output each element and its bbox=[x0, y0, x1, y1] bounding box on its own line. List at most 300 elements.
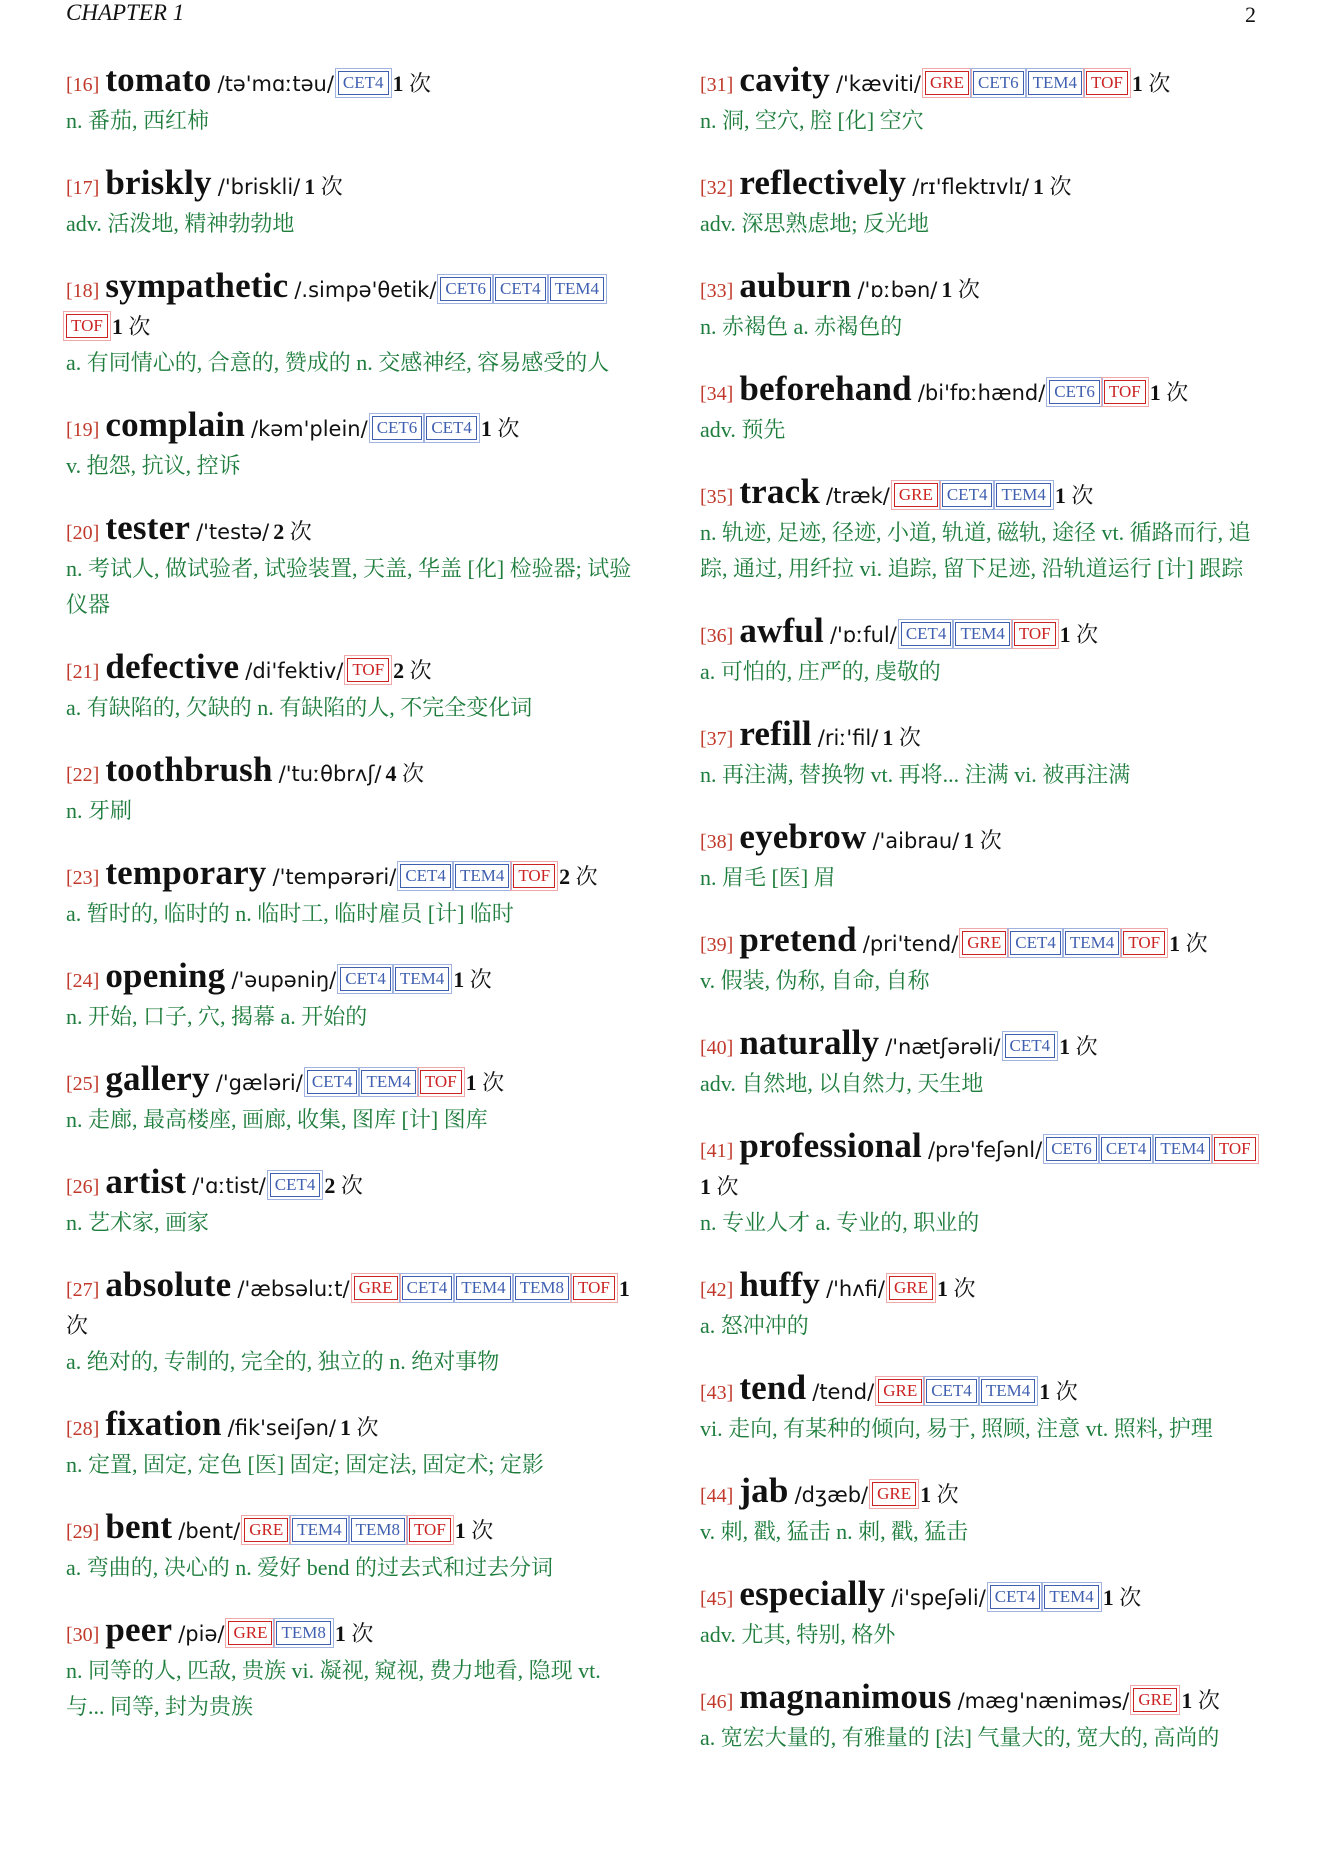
count-number: 1 bbox=[454, 1518, 466, 1543]
pronunciation: /.simpə'θetik/ bbox=[294, 278, 437, 302]
occurrence-count bbox=[112, 314, 151, 339]
pronunciation: /di'fektiv/ bbox=[245, 659, 344, 683]
count-number: 1 bbox=[1149, 380, 1161, 405]
vocab-entry bbox=[66, 1406, 636, 1483]
vocab-entry bbox=[700, 1267, 1270, 1344]
vocab-entry bbox=[66, 1612, 636, 1725]
definition: n. 轨迹, 足迹, 径迹, 小道, 轨道, 磁轨, 途径 vt. 循路而行, 追踪, 通过, 用纤拉 vi. 追踪, 留下足迹, 沿轨道运行 [计] 跟踪 bbox=[700, 520, 1251, 581]
exam-tag: TOF bbox=[66, 314, 108, 338]
count-number: 1 bbox=[1033, 174, 1045, 199]
pronunciation: /'testə/ bbox=[196, 520, 270, 544]
occurrence-count bbox=[1059, 1034, 1098, 1059]
exam-tag: GRE bbox=[889, 1276, 933, 1300]
exam-tag: TOF bbox=[420, 1070, 462, 1094]
entry-headline bbox=[700, 1679, 1270, 1720]
pronunciation: /dʒæb/ bbox=[794, 1483, 869, 1507]
entry-headline bbox=[700, 716, 1270, 757]
definition: a. 暂时的, 临时的 n. 临时工, 临时雇员 [计] 临时 bbox=[66, 901, 514, 926]
entry-headline bbox=[700, 371, 1270, 412]
exam-tag: CET4 bbox=[338, 71, 389, 95]
exam-tag: TEM4 bbox=[1155, 1137, 1209, 1161]
vocab-entry bbox=[700, 268, 1270, 345]
pronunciation: /fik'seiʃən/ bbox=[227, 1416, 336, 1440]
exam-tag: TEM4 bbox=[996, 483, 1050, 507]
exam-tag: CET4 bbox=[402, 1276, 453, 1300]
count-unit: 次 bbox=[1044, 174, 1072, 199]
entry-index: [38] bbox=[700, 831, 734, 853]
exam-tag: CET6 bbox=[1049, 380, 1100, 404]
pronunciation: /'kæviti/ bbox=[835, 72, 921, 96]
entry-headline bbox=[700, 1576, 1270, 1617]
entry-headline bbox=[66, 1061, 636, 1102]
count-number: 1 bbox=[1059, 622, 1071, 647]
vocab-entry bbox=[66, 165, 636, 242]
occurrence-count bbox=[324, 1173, 363, 1198]
count-number: 1 bbox=[1059, 1034, 1071, 1059]
count-unit: 次 bbox=[1070, 622, 1099, 647]
entry-headline bbox=[66, 62, 636, 103]
occurrence-count bbox=[1033, 174, 1072, 199]
pronunciation: /'gæləri/ bbox=[215, 1071, 303, 1095]
entry-index: [25] bbox=[66, 1073, 100, 1095]
entry-headline bbox=[66, 855, 636, 896]
vocab-entry bbox=[700, 1025, 1270, 1102]
count-unit: 次 bbox=[1070, 1034, 1098, 1059]
pronunciation: /riː'fil/ bbox=[817, 726, 879, 750]
definition: n. 定置, 固定, 定色 [医] 固定; 固定法, 固定术; 定影 bbox=[66, 1452, 544, 1477]
pronunciation: /prə'feʃənl/ bbox=[927, 1138, 1043, 1162]
count-number: 1 bbox=[304, 174, 316, 199]
vocab-entry bbox=[66, 649, 636, 726]
occurrence-count bbox=[340, 1415, 379, 1440]
entry-index: [35] bbox=[700, 486, 734, 508]
headword: pretend bbox=[739, 920, 857, 959]
occurrence-count bbox=[1132, 71, 1171, 96]
exam-tag: CET6 bbox=[973, 71, 1024, 95]
entry-index: [31] bbox=[700, 74, 734, 96]
vocab-entry bbox=[66, 268, 636, 381]
entry-index: [21] bbox=[66, 661, 100, 683]
exam-tag: CET4 bbox=[1005, 1034, 1056, 1058]
count-number: 1 bbox=[392, 71, 404, 96]
exam-tag: CET4 bbox=[270, 1173, 321, 1197]
exam-tag: TOF bbox=[573, 1276, 615, 1300]
entry-index: [27] bbox=[66, 1279, 100, 1301]
definition: n. 眉毛 [医] 眉 bbox=[700, 865, 836, 890]
headword: fixation bbox=[105, 1404, 222, 1443]
headword: reflectively bbox=[739, 163, 907, 202]
exam-tag: TEM4 bbox=[981, 1379, 1035, 1403]
pronunciation: /'ɒːbən/ bbox=[857, 278, 938, 302]
entry-index: [30] bbox=[66, 1624, 100, 1646]
definition: n. 再注满, 替换物 vt. 再将... 注满 vi. 被再注满 bbox=[700, 762, 1131, 787]
exam-tag: TOF bbox=[347, 658, 389, 682]
occurrence-count bbox=[481, 416, 520, 441]
exam-tag: TEM4 bbox=[455, 864, 509, 888]
entry-headline bbox=[66, 958, 636, 999]
count-number: 1 bbox=[1131, 71, 1143, 96]
definition: n. 专业人才 a. 专业的, 职业的 bbox=[700, 1210, 980, 1235]
definition: n. 开始, 口子, 穴, 揭幕 a. 开始的 bbox=[66, 1004, 368, 1029]
headword: tend bbox=[739, 1368, 807, 1407]
entry-index: [20] bbox=[66, 522, 100, 544]
pronunciation: /'tempərəri/ bbox=[272, 865, 397, 889]
vocab-entry bbox=[700, 62, 1270, 139]
entry-headline bbox=[66, 752, 636, 793]
pronunciation: /'əupəniŋ/ bbox=[231, 968, 337, 992]
count-number: 1 bbox=[936, 1276, 948, 1301]
count-number: 4 bbox=[385, 761, 397, 786]
entry-index: [36] bbox=[700, 625, 734, 647]
entry-index: [29] bbox=[66, 1521, 100, 1543]
count-number: 2 bbox=[324, 1173, 336, 1198]
entry-headline bbox=[700, 1267, 1270, 1308]
pronunciation: /'aibrau/ bbox=[872, 829, 960, 853]
count-unit: 次 bbox=[66, 1313, 89, 1338]
pronunciation: /i'speʃəli/ bbox=[891, 1586, 986, 1610]
entry-headline bbox=[66, 1406, 636, 1447]
vocab-entry bbox=[700, 1473, 1270, 1550]
definition: a. 弯曲的, 决心的 n. 爱好 bend 的过去式和过去分词 bbox=[66, 1555, 554, 1580]
count-number: 1 bbox=[920, 1482, 932, 1507]
count-unit: 次 bbox=[974, 828, 1002, 853]
occurrence-count bbox=[386, 761, 425, 786]
definition: a. 宽宏大量的, 有雅量的 [法] 气量大的, 宽大的, 高尚的 bbox=[700, 1725, 1220, 1750]
headword: opening bbox=[105, 956, 226, 995]
entry-headline bbox=[66, 1509, 636, 1550]
entry-index: [46] bbox=[700, 1691, 734, 1713]
entry-index: [19] bbox=[66, 419, 100, 441]
left-column bbox=[66, 62, 636, 1725]
exam-tag: TEM4 bbox=[550, 277, 604, 301]
exam-tag: TEM4 bbox=[1028, 71, 1082, 95]
entry-headline bbox=[700, 1473, 1270, 1514]
entry-headline bbox=[700, 474, 1270, 515]
vocab-entry bbox=[700, 1370, 1270, 1447]
vocab-entry bbox=[700, 474, 1270, 587]
exam-tag: CET4 bbox=[307, 1070, 358, 1094]
exam-tag: CET4 bbox=[495, 277, 546, 301]
exam-tag: TOF bbox=[513, 864, 555, 888]
headword: professional bbox=[739, 1126, 922, 1165]
count-unit: 次 bbox=[350, 1415, 379, 1440]
exam-tag: GRE bbox=[925, 71, 969, 95]
headword: magnanimous bbox=[739, 1677, 952, 1716]
exam-tag: CET4 bbox=[1101, 1137, 1152, 1161]
entry-headline bbox=[700, 165, 1270, 206]
pronunciation: /træk/ bbox=[826, 484, 890, 508]
occurrence-count bbox=[700, 1174, 739, 1199]
entry-index: [39] bbox=[700, 934, 734, 956]
entry-index: [37] bbox=[700, 728, 734, 750]
vocab-entry bbox=[66, 958, 636, 1035]
occurrence-count bbox=[1039, 1379, 1078, 1404]
exam-tag: CET4 bbox=[400, 864, 451, 888]
pronunciation: /bent/ bbox=[178, 1519, 241, 1543]
vocab-entry bbox=[700, 371, 1270, 448]
entry-headline bbox=[66, 165, 636, 206]
headword: huffy bbox=[739, 1265, 821, 1304]
count-number: 1 bbox=[941, 277, 953, 302]
occurrence-count bbox=[455, 1518, 494, 1543]
count-unit: 次 bbox=[403, 71, 432, 96]
definition: n. 同等的人, 匹敌, 贵族 vi. 凝视, 窥视, 费力地看, 隐现 vt. 与... 同等, 封为贵族 bbox=[66, 1658, 601, 1719]
definition: n. 洞, 空穴, 腔 [化] 空穴 bbox=[700, 108, 924, 133]
entry-headline bbox=[700, 613, 1270, 654]
occurrence-count bbox=[1055, 483, 1094, 508]
count-number: 1 bbox=[618, 1276, 630, 1301]
occurrence-count bbox=[963, 828, 1002, 853]
exam-tag: TOF bbox=[1086, 71, 1128, 95]
entry-headline bbox=[66, 1612, 636, 1653]
exam-tag: TEM8 bbox=[515, 1276, 569, 1300]
exam-tag: TEM4 bbox=[361, 1070, 415, 1094]
occurrence-count bbox=[393, 658, 432, 683]
count-unit: 次 bbox=[335, 1173, 363, 1198]
entry-index: [32] bbox=[700, 177, 734, 199]
definition: v. 抱怨, 抗议, 控诉 bbox=[66, 453, 241, 478]
count-number: 1 bbox=[1169, 931, 1181, 956]
count-unit: 次 bbox=[1113, 1585, 1142, 1610]
entry-headline bbox=[700, 819, 1270, 860]
count-unit: 次 bbox=[122, 314, 151, 339]
entry-index: [33] bbox=[700, 280, 734, 302]
occurrence-count bbox=[1060, 622, 1099, 647]
occurrence-count bbox=[1150, 380, 1189, 405]
headword: briskly bbox=[105, 163, 212, 202]
headword: cavity bbox=[739, 60, 830, 99]
count-unit: 次 bbox=[931, 1482, 959, 1507]
exam-tag: GRE bbox=[244, 1518, 288, 1542]
entry-headline bbox=[700, 268, 1270, 309]
count-number: 1 bbox=[1181, 1688, 1193, 1713]
exam-tag: TOF bbox=[1214, 1137, 1256, 1161]
count-number: 1 bbox=[1102, 1585, 1114, 1610]
occurrence-count bbox=[1169, 931, 1208, 956]
exam-tag: TOF bbox=[1123, 931, 1165, 955]
headword: tester bbox=[105, 508, 191, 547]
definition: n. 牙刷 bbox=[66, 798, 133, 823]
page-header bbox=[66, 0, 1256, 26]
headword: toothbrush bbox=[105, 750, 273, 789]
headword: peer bbox=[105, 1610, 173, 1649]
pronunciation: /'briskli/ bbox=[217, 175, 301, 199]
occurrence-count bbox=[453, 967, 492, 992]
vocab-entry bbox=[700, 165, 1270, 242]
count-number: 2 bbox=[273, 519, 285, 544]
exam-tag: GRE bbox=[228, 1621, 272, 1645]
entry-index: [41] bbox=[700, 1140, 734, 1162]
pronunciation: /piə/ bbox=[178, 1622, 225, 1646]
entry-headline bbox=[700, 62, 1270, 103]
headword: refill bbox=[739, 714, 812, 753]
definition: a. 有同情心的, 合意的, 赞成的 n. 交感神经, 容易感受的人 bbox=[66, 350, 610, 375]
count-unit: 次 bbox=[315, 174, 343, 199]
vocab-entry bbox=[700, 922, 1270, 999]
count-number: 2 bbox=[559, 864, 571, 889]
entry-index: [16] bbox=[66, 74, 100, 96]
definition: n. 走廊, 最高楼座, 画廊, 收集, 图库 [计] 图库 bbox=[66, 1107, 488, 1132]
pronunciation: /'hʌfi/ bbox=[826, 1277, 885, 1301]
occurrence-count bbox=[466, 1070, 505, 1095]
exam-tag: TEM8 bbox=[276, 1621, 330, 1645]
pronunciation: /pri'tend/ bbox=[862, 932, 959, 956]
exam-tag: TOF bbox=[1014, 622, 1056, 646]
entry-headline bbox=[700, 922, 1270, 963]
entry-index: [18] bbox=[66, 280, 100, 302]
entry-index: [43] bbox=[700, 1382, 734, 1404]
count-number: 1 bbox=[1054, 483, 1066, 508]
occurrence-count bbox=[920, 1482, 959, 1507]
vocab-entry bbox=[700, 1576, 1270, 1653]
entry-index: [26] bbox=[66, 1176, 100, 1198]
exam-tag: CET4 bbox=[1010, 931, 1061, 955]
occurrence-count bbox=[937, 1276, 976, 1301]
count-unit: 次 bbox=[464, 967, 492, 992]
exam-tag: TEM4 bbox=[955, 622, 1009, 646]
headword: eyebrow bbox=[739, 817, 867, 856]
pronunciation: /'tuːθbrʌʃ/ bbox=[278, 762, 382, 786]
pronunciation: /'ɒːful/ bbox=[829, 623, 897, 647]
count-unit: 次 bbox=[1142, 71, 1171, 96]
entry-index: [28] bbox=[66, 1418, 100, 1440]
vocab-entry bbox=[66, 1509, 636, 1586]
headword: track bbox=[739, 472, 821, 511]
vocab-entry bbox=[66, 407, 636, 484]
vocab-entry bbox=[66, 1061, 636, 1138]
count-number: 1 bbox=[339, 1415, 351, 1440]
vocab-entry bbox=[700, 613, 1270, 690]
entry-index: [45] bbox=[700, 1588, 734, 1610]
occurrence-count bbox=[393, 71, 432, 96]
occurrence-count bbox=[1103, 1585, 1142, 1610]
headword: artist bbox=[105, 1162, 187, 1201]
entry-headline bbox=[700, 1025, 1270, 1066]
exam-tag: GRE bbox=[878, 1379, 922, 1403]
vocab-entry bbox=[66, 752, 636, 829]
exam-tag: TEM4 bbox=[395, 967, 449, 991]
count-unit: 次 bbox=[952, 277, 980, 302]
entry-headline bbox=[66, 407, 636, 448]
definition: a. 绝对的, 专制的, 完全的, 独立的 n. 绝对事物 bbox=[66, 1349, 500, 1374]
entry-headline bbox=[700, 1370, 1270, 1411]
count-number: 1 bbox=[882, 725, 894, 750]
headword: absolute bbox=[105, 1265, 232, 1304]
pronunciation: /kəm'plein/ bbox=[251, 417, 368, 441]
occurrence-count bbox=[273, 519, 312, 544]
exam-tag: CET4 bbox=[942, 483, 993, 507]
entry-index: [42] bbox=[700, 1279, 734, 1301]
vocab-entry bbox=[700, 1679, 1270, 1756]
headword: defective bbox=[105, 647, 240, 686]
count-unit: 次 bbox=[404, 658, 432, 683]
count-unit: 次 bbox=[1180, 931, 1208, 956]
definition: adv. 自然地, 以自然力, 天生地 bbox=[700, 1071, 984, 1096]
exam-tag: TEM8 bbox=[351, 1518, 405, 1542]
headword: jab bbox=[739, 1471, 789, 1510]
definition: n. 考试人, 做试验者, 试验装置, 天盖, 华盖 [化] 检验器; 试验仪器 bbox=[66, 556, 632, 617]
occurrence-count bbox=[335, 1621, 374, 1646]
occurrence-count bbox=[1181, 1688, 1220, 1713]
definition: adv. 预先 bbox=[700, 417, 786, 442]
count-unit: 次 bbox=[711, 1174, 739, 1199]
count-unit: 次 bbox=[476, 1070, 505, 1095]
count-unit: 次 bbox=[396, 761, 425, 786]
definition: a. 可怕的, 庄严的, 虔敬的 bbox=[700, 659, 941, 684]
pronunciation: /'nætʃərəli/ bbox=[885, 1035, 1001, 1059]
entry-index: [23] bbox=[66, 867, 100, 889]
exam-tag: GRE bbox=[872, 1482, 916, 1506]
headword: complain bbox=[105, 405, 245, 444]
exam-tag: TEM4 bbox=[456, 1276, 510, 1300]
entry-index: [17] bbox=[66, 177, 100, 199]
count-number: 1 bbox=[700, 1174, 711, 1199]
headword: especially bbox=[739, 1574, 886, 1613]
definition: v. 假装, 伪称, 自命, 自称 bbox=[700, 968, 930, 993]
definition: a. 怒冲冲的 bbox=[700, 1313, 809, 1338]
definition: vi. 走向, 有某种的倾向, 易于, 照顾, 注意 vt. 照料, 护理 bbox=[700, 1416, 1213, 1441]
count-number: 1 bbox=[480, 416, 492, 441]
exam-tag: TEM4 bbox=[1044, 1585, 1098, 1609]
exam-tag: CET4 bbox=[426, 416, 477, 440]
page-number: 2 bbox=[1245, 2, 1256, 27]
count-unit: 次 bbox=[1192, 1688, 1220, 1713]
count-number: 1 bbox=[334, 1621, 346, 1646]
exam-tag: CET6 bbox=[372, 416, 423, 440]
chapter-title: CHAPTER 1 bbox=[66, 0, 185, 25]
exam-tag: CET4 bbox=[901, 622, 952, 646]
occurrence-count bbox=[304, 174, 343, 199]
exam-tag: CET4 bbox=[340, 967, 391, 991]
vocab-entry bbox=[66, 855, 636, 932]
vocab-entry bbox=[700, 1128, 1270, 1241]
entry-index: [44] bbox=[700, 1485, 734, 1507]
headword: awful bbox=[739, 611, 824, 650]
count-number: 1 bbox=[453, 967, 465, 992]
count-number: 1 bbox=[111, 314, 123, 339]
entry-headline bbox=[700, 1128, 1270, 1205]
count-unit: 次 bbox=[491, 416, 520, 441]
count-unit: 次 bbox=[893, 725, 921, 750]
count-unit: 次 bbox=[345, 1621, 374, 1646]
vocab-entry bbox=[700, 819, 1270, 896]
count-number: 1 bbox=[1039, 1379, 1051, 1404]
headword: sympathetic bbox=[105, 266, 289, 305]
headword: temporary bbox=[105, 853, 267, 892]
entry-headline bbox=[66, 1267, 636, 1344]
definition: n. 赤褐色 a. 赤褐色的 bbox=[700, 314, 903, 339]
headword: tomato bbox=[105, 60, 212, 99]
pronunciation: /bi'fɒːhænd/ bbox=[917, 381, 1046, 405]
headword: gallery bbox=[105, 1059, 210, 1098]
count-number: 1 bbox=[465, 1070, 477, 1095]
exam-tag: CET4 bbox=[926, 1379, 977, 1403]
entry-headline bbox=[66, 268, 636, 345]
pronunciation: /mæg'nænimәs/ bbox=[957, 1689, 1130, 1713]
pronunciation: /'æbsəluːt/ bbox=[237, 1277, 350, 1301]
headword: auburn bbox=[739, 266, 852, 305]
definition: v. 刺, 戳, 猛击 n. 刺, 戳, 猛击 bbox=[700, 1519, 969, 1544]
exam-tag: GRE bbox=[962, 931, 1006, 955]
count-unit: 次 bbox=[570, 864, 598, 889]
entry-headline bbox=[66, 1164, 636, 1205]
headword: beforehand bbox=[739, 369, 912, 408]
entry-headline bbox=[66, 510, 636, 551]
count-unit: 次 bbox=[947, 1276, 976, 1301]
count-unit: 次 bbox=[1160, 380, 1189, 405]
vocab-entry bbox=[66, 62, 636, 139]
exam-tag: TOF bbox=[409, 1518, 451, 1542]
